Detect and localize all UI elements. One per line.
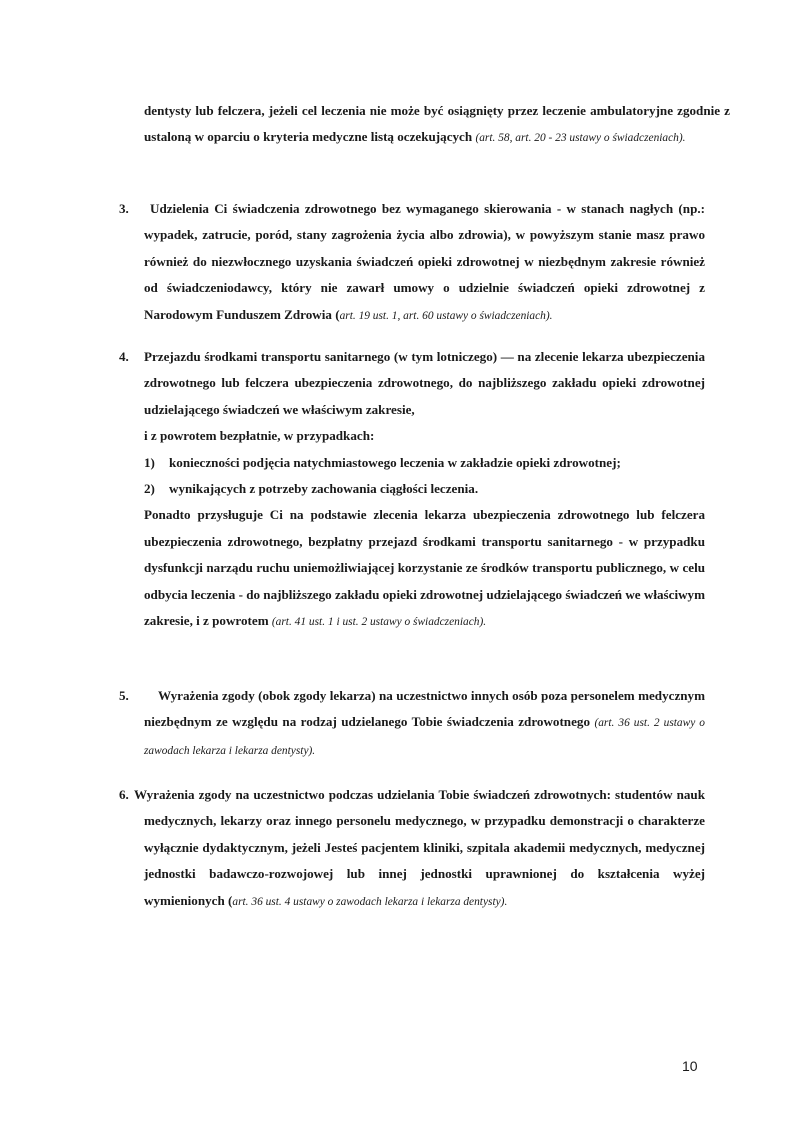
legal-reference: (art. 58, art. 20 - 23 ustawy o świadczeniach). [475,132,686,145]
paragraph-text: Ponadto przysługuje Ci na podstawie zlecenia lekarza ubezpieczenia zdrowotnego lub felczera ubezpieczenia zdrowotnego, bezpłatny przejazd środkami transportu sanitarnego - w przypadku dysfunkcji narządu ruchu uniemożliwiającej korzystanie ze środków transportu publicznego, w celu odbycia leczenia - do najbliższego zakładu opieki zdrowotnej udzielającego świadczeń we właściwym zakresie, i z powrotem [144,507,705,629]
sub-item-2 [119,476,705,502]
item-text: Przejazdu środkami transportu sanitarnego (w tym lotniczego) — na zlecenie lekarza ubezpieczenia zdrowotnego lub felczera ubezpieczenia zdrowotnego, do najbliższego zakładu opieki zdrowotnej udzielającego świadczeń we właściwym zakresie, [144,349,705,417]
list-item-6 [119,782,705,915]
page-number: 10 [682,1058,698,1074]
item-number: 4. [119,349,129,364]
legal-reference: art. 36 ust. 4 ustawy o zawodach lekarza i lekarza dentysty). [232,895,508,908]
legal-reference: art. 19 ust. 1, art. 60 ustawy o świadczeniach). [339,309,553,322]
item-number: 5. [119,688,129,703]
item-text: Wyrażenia zgody na uczestnictwo podczas udzielania Tobie świadczeń zdrowotnych: studentów nauk medycznych, lekarzy oraz innego personelu medycznego, w przypadku demonstracji o charakterze wyłącznie dydaktycznym, jeżeli Jesteś pacjentem kliniki, szpitala akademii medycznych, medycznej jednostki badawczo-rozwojowej lub innej jednostki uprawnionej do kształcenia wyżej wymienionych ( [134,787,705,908]
item-number: 6. [119,787,129,802]
sub-item-1 [119,450,705,476]
list-item-5 [119,683,705,764]
legal-reference: (art. 36 ust. 2 ustawy o zawodach lekarza i lekarza dentysty). [144,717,705,757]
item-number: 3. [119,201,129,216]
list-item-4 [119,344,705,635]
item-text: Udzielenia Ci świadczenia zdrowotnego bez wymaganego skierowania - w stanach nagłych (np.: wypadek, zatrucie, poród, stany zagrożenia życia albo zdrowia), w powyższym stanie masz prawo również do niezwłocznego uzyskania świadczeń opieki zdrowotnej w niezbędnym zakresie również od świadczeniodawcy, który nie zawarł umowy o udzielnie świadczeń opieki zdrowotnej z Narodowym Funduszem Zdrowia ( [144,201,705,322]
sub-item-text: konieczności podjęcia natychmiastowego leczenia w zakładzie opieki zdrowotnej; [169,454,621,470]
list-item-3 [119,196,705,329]
sub-item-number: 1) [144,454,155,470]
item-text: Wyrażenia zgody (obok zgody lekarza) na uczestnictwo innych osób poza personelem medycznym niezbędnym ze względu na rodzaj udzielanego Tobie świadczenia zdrowotnego [144,688,705,730]
sub-item-text: wynikających z potrzeby zachowania ciągłości leczenia. [169,481,479,497]
continued-paragraph [119,98,730,152]
item-text-line2: i z powrotem bezpłatnie, w przypadkach: [144,428,375,444]
continued-text: dentysty lub felczera, jeżeli cel leczenia nie może być osiągnięty przez leczenie ambulatoryjne zgodnie z ustaloną w oparciu o kryteria medyczne listą oczekujących [144,103,730,145]
sub-item-number: 2) [144,481,155,497]
legal-reference: (art. 41 ust. 1 i ust. 2 ustawy o świadczeniach). [271,616,487,629]
